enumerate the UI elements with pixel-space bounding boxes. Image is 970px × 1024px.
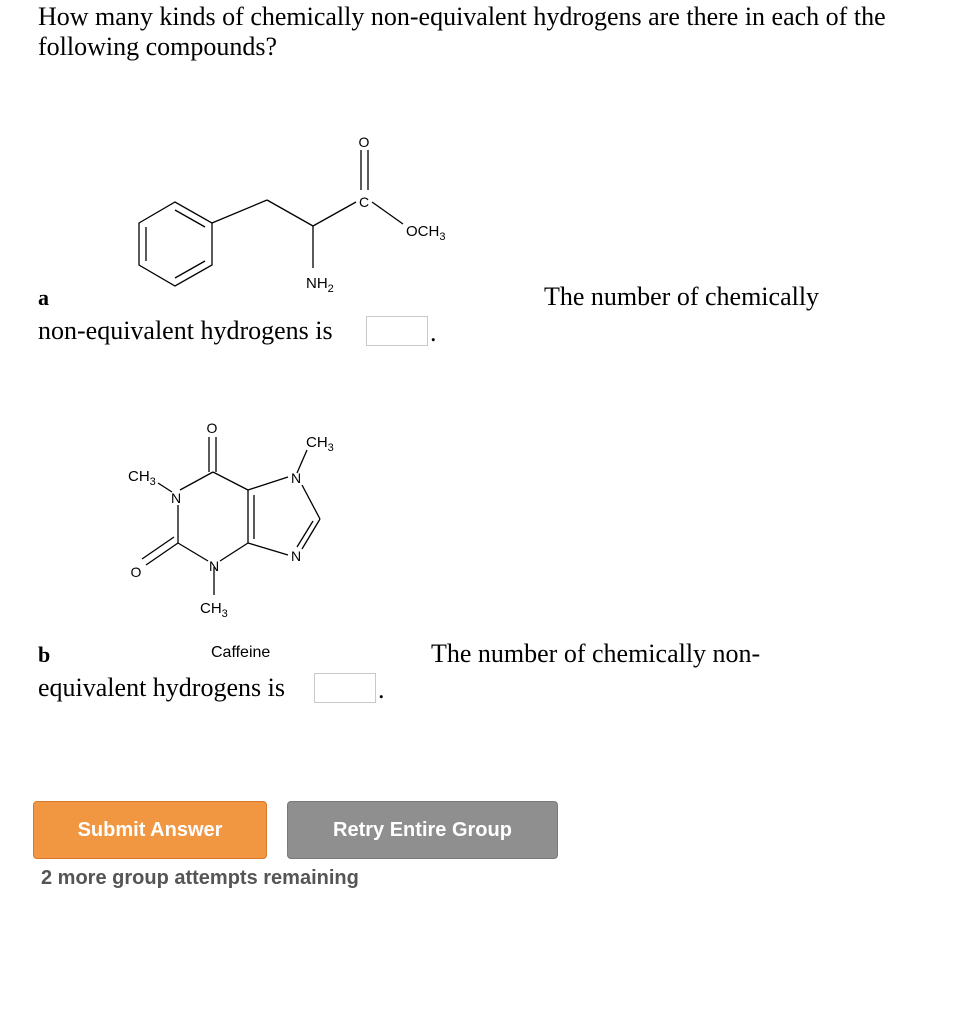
attempts-remaining-text: 2 more group attempts remaining bbox=[41, 867, 359, 889]
caffeine-atom-n9: N bbox=[290, 548, 302, 564]
caffeine-atom-n3: N bbox=[208, 558, 220, 574]
caffeine-ch3-top-right: $CH_3$ bbox=[306, 434, 334, 454]
caffeine-atom-n7: N bbox=[290, 470, 302, 486]
atom-o-label: O bbox=[358, 134, 370, 150]
part-a-period: . bbox=[430, 318, 437, 347]
part-a-label: a bbox=[38, 285, 49, 310]
part-a-statement-line2: non-equivalent hydrogens is bbox=[38, 316, 333, 345]
caffeine-ch3-left: $CH_3$ bbox=[128, 468, 156, 488]
caffeine-atom-n1: N bbox=[170, 490, 182, 506]
part-b-statement-line1: The number of chemically non- bbox=[431, 639, 761, 668]
caffeine-ch3-bottom: $CH_3$ bbox=[200, 600, 228, 620]
question-text: How many kinds of chemically non-equivalent hydrogens are there in each of the following compounds? bbox=[38, 2, 886, 61]
part-b-answer-input[interactable] bbox=[314, 673, 376, 703]
caffeine-atom-o-bottom: O bbox=[130, 564, 142, 580]
group-nh2-label: $NH_2$ bbox=[306, 275, 334, 295]
group-och3-label: $OCH_3$ bbox=[406, 223, 446, 243]
submit-answer-button[interactable]: Submit Answer bbox=[33, 801, 267, 859]
atom-c-label: C bbox=[358, 194, 370, 210]
retry-entire-group-button[interactable]: Retry Entire Group bbox=[287, 801, 558, 859]
caffeine-atom-o-top: O bbox=[206, 420, 218, 436]
caffeine-name-label: Caffeine bbox=[211, 644, 271, 661]
molecule-a-structure bbox=[120, 120, 500, 300]
part-b-period: . bbox=[378, 675, 385, 704]
part-b-label: b bbox=[38, 642, 51, 667]
molecule-b-structure bbox=[110, 415, 370, 675]
part-a-answer-input[interactable] bbox=[366, 316, 428, 346]
part-b-statement-line2: equivalent hydrogens is bbox=[38, 673, 285, 702]
part-a-statement-line1: The number of chemically bbox=[544, 282, 820, 311]
